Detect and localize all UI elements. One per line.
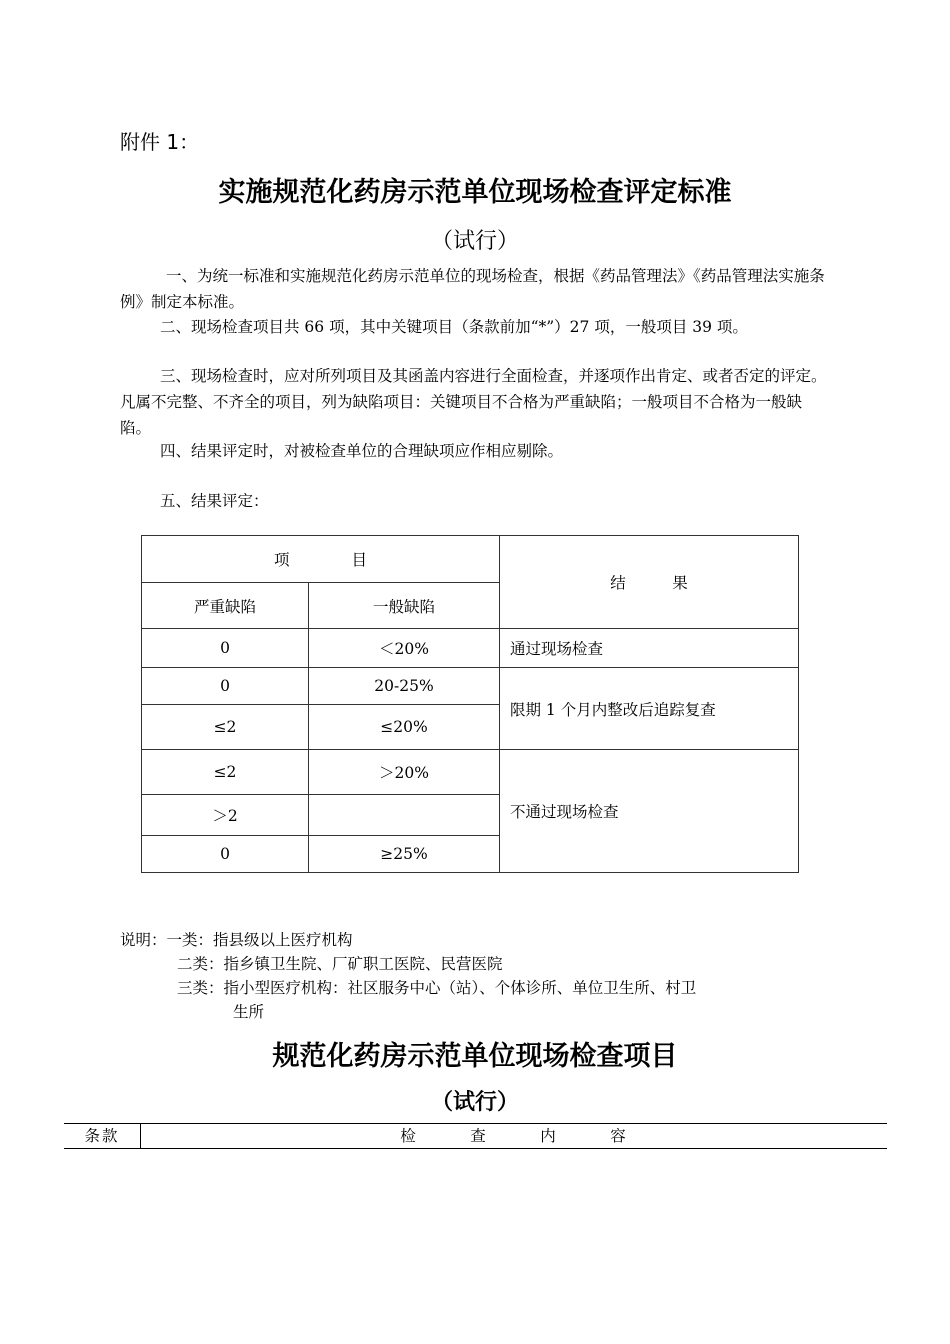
section-title: 规范化药房示范单位现场检查项目 [272, 1041, 678, 1072]
note-category-2: 二类：指乡镇卫生院、厂矿职工医院、民营医院 [177, 955, 503, 973]
cell-general [309, 795, 500, 836]
result-fail: 不通过现场检查 [500, 750, 799, 873]
header-result: 结 果 [500, 536, 799, 629]
paragraph-3: 三、现场检查时，应对所列项目及其函盖内容进行全面检查，并逐项作出肯定、或者否定的评定。凡属不完整、不齐全的项目，列为缺陷项目：关键项目不合格为严重缺陷；一般项目不合格为一般缺陷。 [120, 367, 827, 437]
header-clause: 条款 [64, 1124, 141, 1148]
cell-general: ≤20% [309, 705, 500, 750]
header-item: 项 目 [142, 536, 500, 583]
cell-serious: 0 [142, 668, 309, 705]
cell-serious: ＞2 [142, 795, 309, 836]
cell-general: ≥25% [309, 836, 500, 873]
paragraph-2: 二、现场检查项目共 66 项，其中关键项目（条款前加“*”）27 项，一般项目 39 项。 [160, 318, 748, 336]
paragraph-1: 一、为统一标准和实施规范化药房示范单位的现场检查，根据《药品管理法》《药品管理法实施条例》制定本标准。 [120, 267, 825, 311]
paragraph-5: 五、结果评定： [160, 492, 269, 510]
items-table-header [64, 1123, 887, 1149]
cell-serious: ≤2 [142, 705, 309, 750]
note-category-3-cont: 生所 [233, 1003, 265, 1021]
cell-serious: 0 [142, 629, 309, 668]
paragraph-4: 四、结果评定时，对被检查单位的合理缺项应作相应剔除。 [160, 442, 564, 460]
cell-general: ＞20% [309, 750, 500, 795]
result-pass: 通过现场检查 [500, 629, 799, 668]
cell-serious: ≤2 [142, 750, 309, 795]
note-category-3: 三类：指小型医疗机构：社区服务中心（站）、个体诊所、单位卫生所、村卫 [177, 979, 697, 997]
result-followup: 限期 1 个月内整改后追踪复查 [500, 668, 799, 750]
header-content: 检 查 内 容 [400, 1127, 628, 1145]
page-title: 实施规范化药房示范单位现场检查评定标准 [218, 177, 732, 208]
header-general: 一般缺陷 [309, 583, 500, 629]
result-table [141, 535, 799, 873]
cell-general: 20-25% [309, 668, 500, 705]
note-category-1: 说明：一类：指县级以上医疗机构 [120, 931, 353, 949]
cell-general: ＜20% [309, 629, 500, 668]
attachment-label: 附件 1： [120, 130, 200, 154]
page-subtitle: （试行） [430, 229, 519, 254]
section-subtitle: （试行） [430, 1090, 519, 1115]
header-serious: 严重缺陷 [142, 583, 309, 629]
cell-serious: 0 [142, 836, 309, 873]
